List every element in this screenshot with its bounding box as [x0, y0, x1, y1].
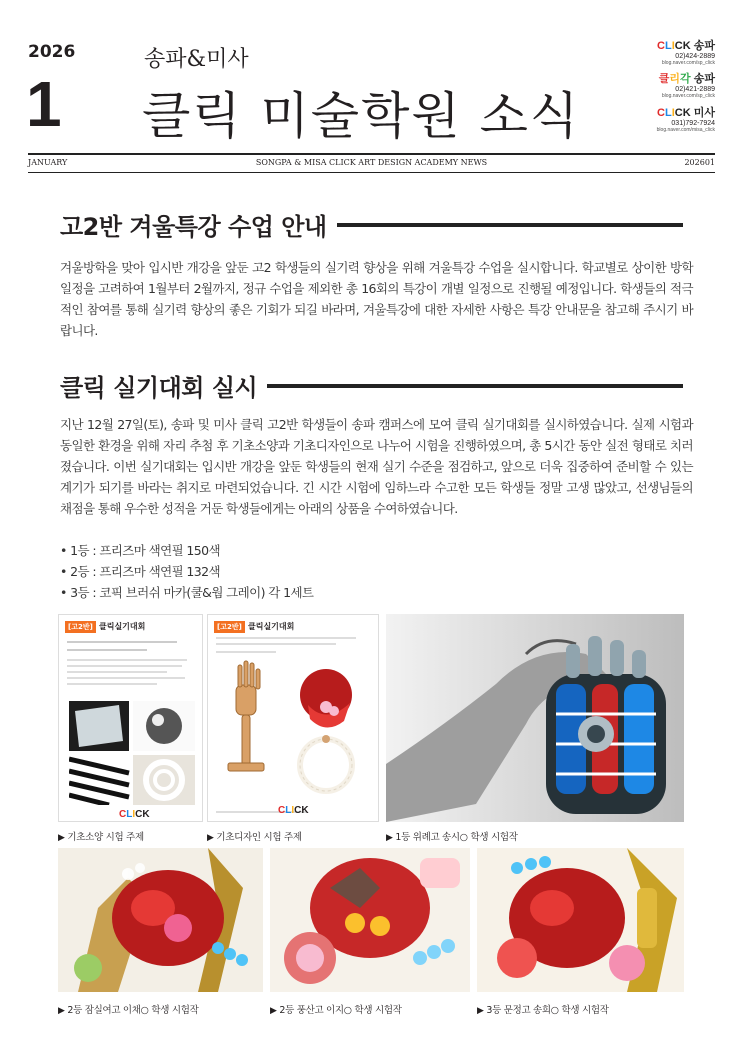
basic-literacy-exam-sheet: [고2반] 클릭실기대회 CLICK	[58, 614, 203, 822]
branch-name: 미사	[693, 107, 715, 119]
branch-songpa-1: CLICK 송파 02)424-2889 blog.naver.com/sp_click	[657, 40, 715, 66]
branch-blog: blog.naver.com/misa_click	[656, 127, 715, 133]
month-label: JANUARY	[28, 158, 68, 167]
branch-blog: blog.naver.com/sp_click	[661, 93, 715, 99]
section-contest-body: 지난 12월 27일(토), 송파 및 미사 클릭 고2반 학생들이 송파 캠퍼스에 모여 클릭 실기대회를 실시하였습니다. 실제 시험과 동일한 환경을 위해 자리 추첨 후 기초소양과 기초디자인으로 나누어 시험을 진행하였으며, 총 5시간 동안 실전 형태로 치러졌습니다. 이번 실기대회는 입시반 개강을 앞둔 학생들의 현재 실기 수준을 점검하고, 앞으로 더욱 집중하여 준비할 수 있는 계기가 되기를 바라는 취지로 마련되었습니다. 긴 시간 시험에 임하느라 수고한 모든 학생들 정말 고생 많았고, 선생님들의 채점을 통해 우수한 성적을 거둔 학생들에게는 아래의 상품을 수여하였습니다.	[60, 417, 693, 516]
newsletter-subtitle: 송파&미사	[144, 47, 249, 72]
artwork-second-place-a	[58, 848, 263, 992]
branch-songpa-2: 클리각 송파 02)421-2889 blog.naver.com/sp_click	[658, 73, 715, 99]
caption-first-place: ▶ 1등 위례고 송시○ 학생 시험작	[386, 832, 518, 843]
heading-bar	[337, 223, 683, 227]
section-winter-class-body: 겨울방학을 맞아 입시반 개강을 앞둔 고2 학생들의 실기력 향상을 위해 겨울특강 수업을 실시합니다. 학교별로 상이한 방학 일정을 고려하여 1월부터 2월까지, 정규 수업을 제외한 총 16회의 특강이 개별 일정으로 진행될 예정입니다. 학생들의 적극적인 참여를 통해 실기력 향상의 좋은 기회가 되길 바라며, 겨울특강에 대한 자세한 사항은 특강 안내문을 참고해 주시기 바랍니다.	[60, 260, 693, 338]
caption-basic-design: ▶ 기초디자인 시험 주제	[207, 832, 302, 843]
branch-name: 송파	[693, 40, 715, 52]
caption-second-place-b: ▶ 2등 풍산고 이지○ 학생 시험작	[270, 1005, 402, 1016]
click-logo: CLICK	[119, 809, 150, 820]
artwork-third-place	[477, 848, 684, 992]
issue-year: 2026	[28, 42, 76, 62]
section-winter-class-heading	[60, 207, 683, 242]
caption-basic-literacy: ▶ 기초소양 시험 주제	[58, 832, 144, 843]
branch-blog: blog.naver.com/sp_click	[661, 60, 715, 66]
prize-item: • 1등 : 프리즈마 색연필 150색	[60, 540, 313, 561]
issue-number: 202601	[684, 158, 715, 167]
section-title: 클릭 실기대회 실시	[60, 374, 258, 402]
branch-phone: 02)424-2889	[675, 53, 715, 60]
pomegranate-drawing	[58, 848, 263, 992]
pomegranate-drawing	[477, 848, 684, 992]
newsletter-name: SONGPA & MISA CLICK ART DESIGN ACADEMY NEWS	[255, 158, 488, 167]
exam-object-photos	[216, 655, 376, 805]
pomegranate-drawing	[270, 848, 470, 992]
prize-list	[60, 540, 313, 603]
basic-design-exam-sheet: [고2반] 클릭실기대회 CLICK	[207, 614, 379, 822]
click-logo: CLICK	[278, 805, 309, 816]
issue-month: 1	[26, 68, 62, 140]
artwork-first-place	[386, 614, 684, 822]
artwork-second-place-b	[270, 848, 470, 992]
caption-second-place-a: ▶ 2등 잠실여고 이채○ 학생 시험작	[58, 1005, 199, 1016]
newsletter-title: 클릭 미술학원 소식	[142, 87, 581, 145]
branch-misa: CLICK 미사 031)792-7924 blog.naver.com/misa_click	[656, 107, 715, 133]
exam-material-photos	[69, 701, 197, 805]
heading-bar	[267, 384, 683, 388]
header-rule-bottom	[28, 172, 715, 173]
prize-item: • 3등 : 코픽 브러쉬 마카(쿨&웜 그레이) 각 1세트	[60, 582, 313, 603]
branch-name: 송파	[693, 73, 715, 85]
header-rule-top	[28, 153, 715, 155]
hand-drawing	[386, 614, 684, 822]
prize-item: • 2등 : 프리즈마 색연필 132색	[60, 561, 313, 582]
branch-phone: 031)792-7924	[671, 120, 715, 127]
caption-third-place: ▶ 3등 문정고 송희○ 학생 시험작	[477, 1005, 609, 1016]
section-title: 고2반 겨울특강 수업 안내	[60, 213, 327, 241]
section-contest-heading	[60, 368, 683, 403]
branch-phone: 02)421-2889	[675, 86, 715, 93]
